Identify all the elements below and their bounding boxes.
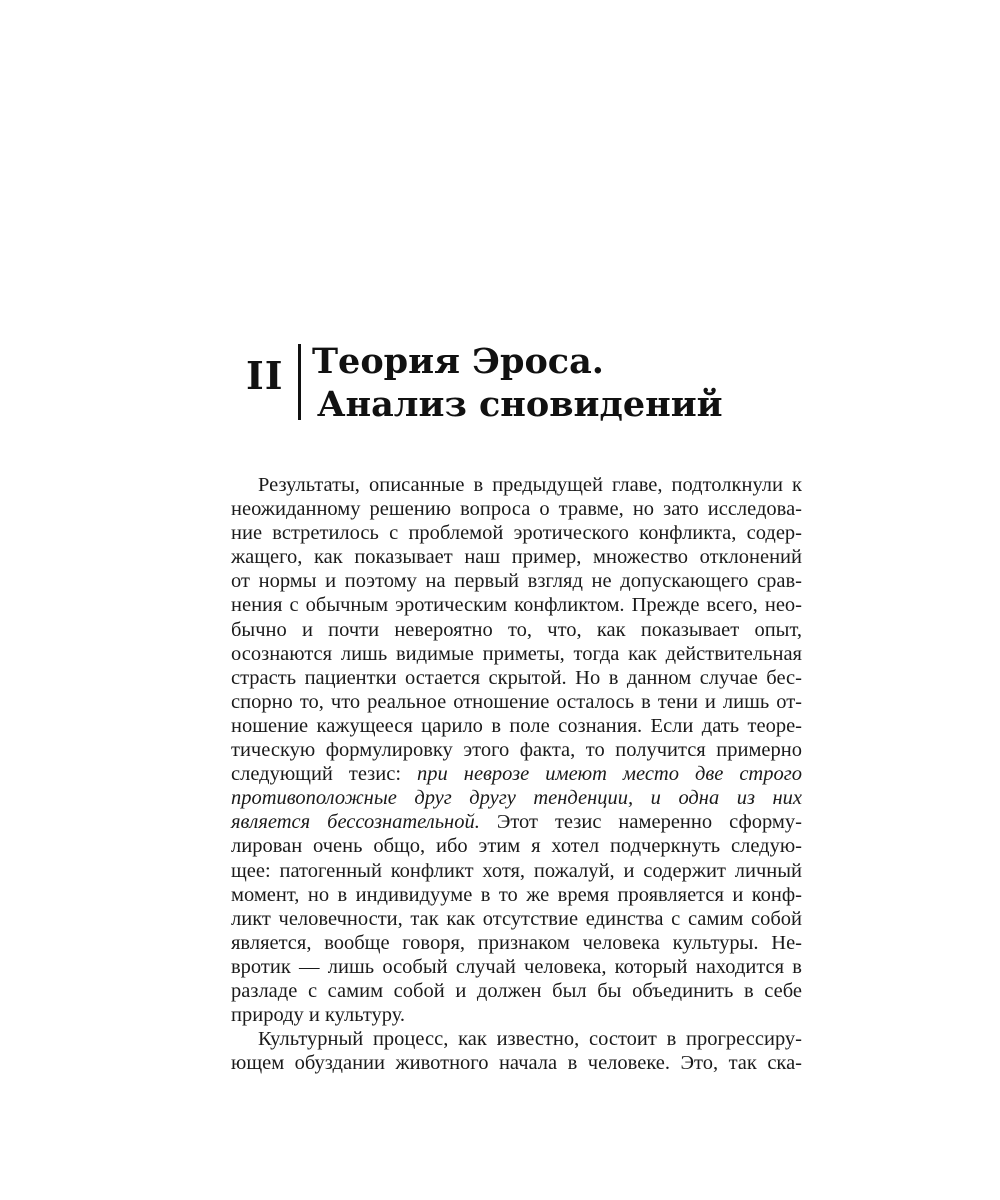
text-line: природу и культуру. xyxy=(231,1004,406,1027)
text-line: Культурный процесс, как известно, состоит в прогрессиру- xyxy=(258,1028,802,1051)
text-line: разладе с самим собой и должен был бы объединить в себе xyxy=(231,979,802,1002)
text-line: ликт человечности, так как отсутствие единства с самим собой xyxy=(231,907,802,930)
thesis-follow-on: Этот тезис намеренно сформу- xyxy=(479,811,802,834)
chapter-number: II xyxy=(246,353,284,398)
thesis-italic: противоположные друг другу тенденции, и одна из них xyxy=(231,787,802,810)
text-line: лирован очень общо, ибо этим я хотел подчеркнуть следую- xyxy=(231,835,802,858)
chapter-title xyxy=(312,340,723,426)
text-line: вротик — лишь особый случай человека, который находится в xyxy=(231,955,802,978)
chapter-title-line-2: Анализ сновидений xyxy=(317,384,723,425)
text-line: щее: патогенный конфликт хотя, пожалуй, и содержит личный xyxy=(231,859,802,882)
text-line-thesis xyxy=(231,786,802,810)
paragraph-2 xyxy=(231,1027,802,1075)
text-line: Результаты, описанные в предыдущей главе, подтолкнули к xyxy=(258,474,802,496)
chapter-divider-rule xyxy=(298,344,301,420)
text-line: ношение кажущееся царило в поле сознания. Если дать теоре- xyxy=(231,714,802,737)
text-line: страсть пациентки остается скрытой. Но в данном случае бес- xyxy=(231,666,802,689)
text-line: ющем обуздании животного начала в человеке. Это, так ска- xyxy=(231,1052,802,1075)
text-line: неожиданному решению вопроса о травме, но зато исследова- xyxy=(231,498,802,521)
thesis-italic: при неврозе имеют место две строго xyxy=(417,763,802,786)
text-line-thesis-start xyxy=(231,762,802,786)
text-line: нения с обычным эротическим конфликтом. Прежде всего, нео- xyxy=(231,594,802,617)
text-line: спорно то, что реальное отношение осталось в тени и лишь от- xyxy=(231,690,802,713)
text-line: ние встретилось с проблемой эротического конфликта, содер- xyxy=(231,522,802,545)
text-line: момент, но в индивидууме в то же время проявляется и конф- xyxy=(231,883,802,906)
text-line: тическую формулировку этого факта, то получится примерно xyxy=(231,739,802,762)
chapter-title-line-1: Теория Эроса. xyxy=(312,341,604,382)
text-line: является, вообще говоря, признаком человека культуры. Не- xyxy=(231,931,802,954)
text-line: осознаются лишь видимые приметы, тогда как действительная xyxy=(231,642,802,665)
text-line: жащего, как показывает наш пример, множество отклонений xyxy=(231,546,802,569)
text-line-thesis-end xyxy=(231,810,802,834)
body-text xyxy=(231,473,802,1075)
text-line: от нормы и поэтому на первый взгляд не допускающего срав- xyxy=(231,570,802,593)
paragraph-1 xyxy=(231,473,802,1027)
thesis-italic: является бессознательной. xyxy=(231,811,480,834)
text-line: бычно и почти невероятно то, что, как показывает опыт, xyxy=(231,618,802,641)
thesis-lead-in: следующий тезис: xyxy=(231,763,418,786)
